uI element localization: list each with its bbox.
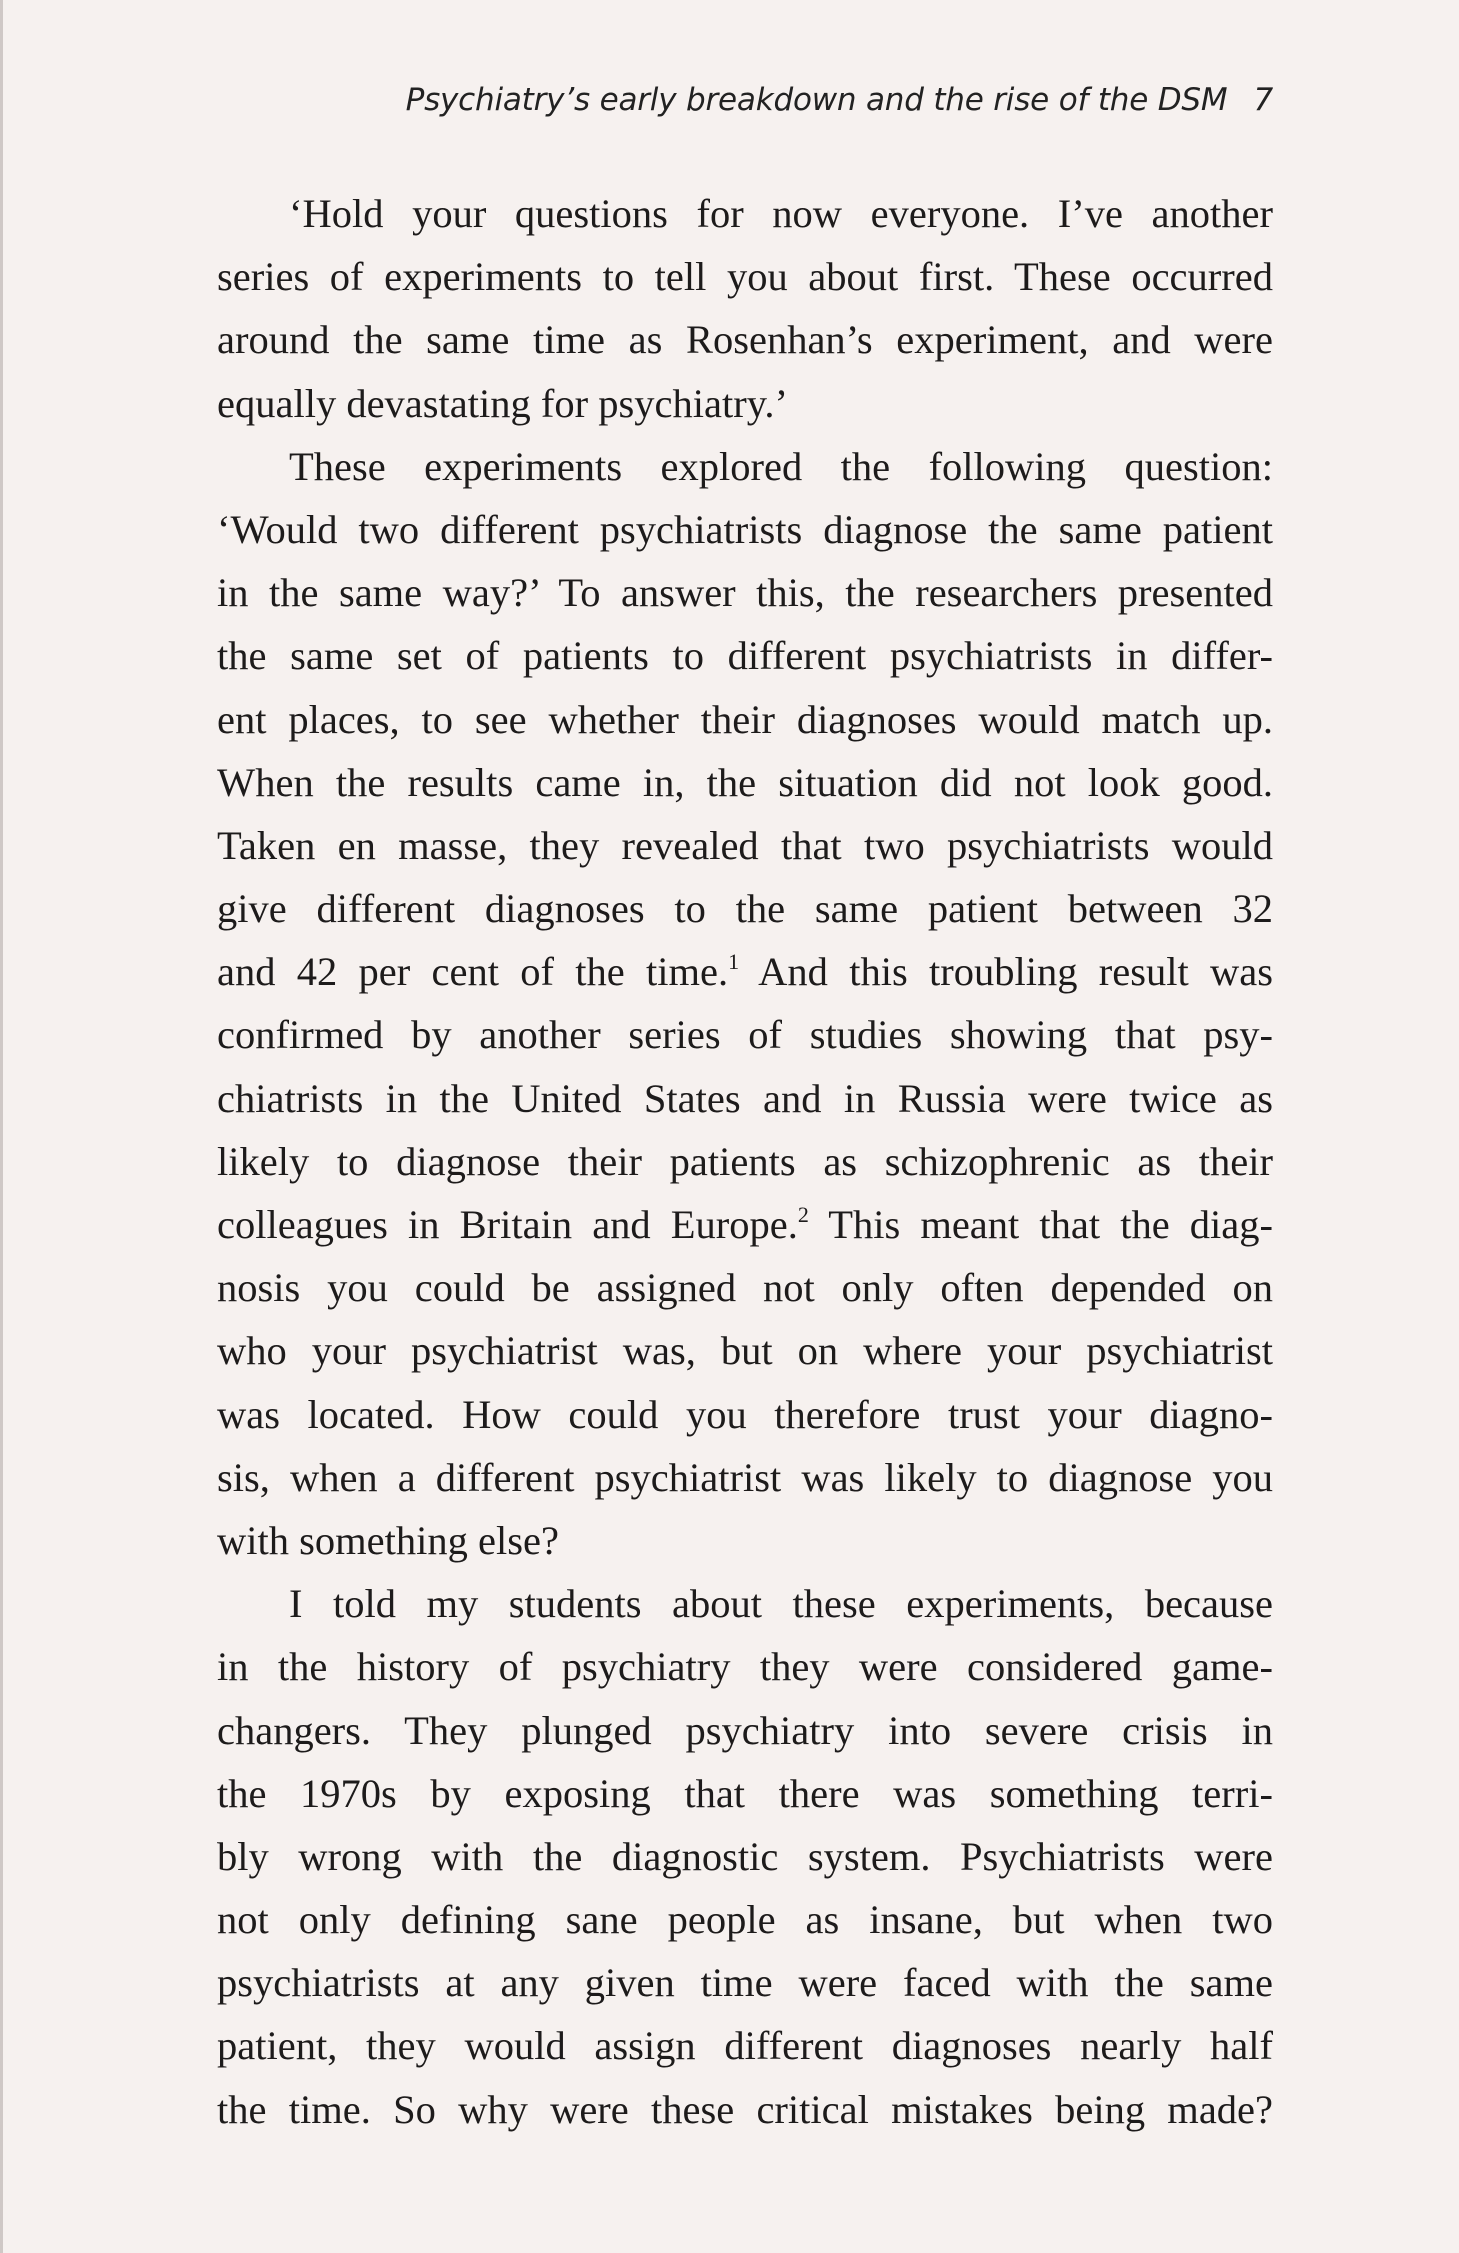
page-number: 7 (1253, 82, 1273, 118)
text-line: confirmed by another series of studies showing that psy- (217, 1012, 1273, 1058)
text-line: the 1970s by exposing that there was something terri- (217, 1770, 1273, 1816)
text-line: chiatrists in the United States and in Russia were twice as (217, 1075, 1273, 1121)
footnote-marker[interactable]: 2 (797, 1202, 809, 1227)
text-line: I told my students about these experiments, because (289, 1581, 1273, 1627)
text-segment: colleagues in Britain and Europe. (217, 1202, 798, 1247)
text-line: with something else? (217, 1517, 559, 1563)
text-line: patient, they would assign different diagnoses nearly half (217, 2023, 1273, 2069)
running-title: Psychiatry’s early breakdown and the rise of the DSM (405, 82, 1228, 118)
page-edge (0, 0, 3, 2253)
text-line: ‘Would two different psychiatrists diagnose the same patient (217, 506, 1273, 552)
text-line: ent places, to see whether their diagnoses would match up. (217, 696, 1273, 742)
text-line: series of experiments to tell you about first. These occurred (217, 254, 1273, 300)
text-line-with-footnote (217, 1193, 1273, 1256)
text-segment: And this troubling result was (739, 949, 1273, 995)
text-line: in the same way?’ To answer this, the researchers presented (217, 570, 1273, 616)
text-line: changers. They plunged psychiatry into severe crisis in (217, 1707, 1273, 1753)
body-text (217, 182, 1273, 2141)
text-line: give different diagnoses to the same patient between 32 (217, 886, 1273, 932)
text-line: nosis you could be assigned not only often depended on (217, 1265, 1273, 1311)
text-segment: This meant that the diag- (808, 1202, 1273, 1247)
text-line: not only defining sane people as insane, but when two (217, 1897, 1273, 1943)
text-line: These experiments explored the following question: (289, 443, 1273, 489)
text-line: psychiatrists at any given time were faced with the same (217, 1960, 1273, 2006)
running-head (217, 82, 1273, 118)
text-line: around the same time as Rosenhan’s experiment, and were (217, 317, 1273, 363)
text-line-with-footnote (217, 940, 1273, 1003)
text-line: equally devastating for psychiatry.’ (217, 380, 788, 426)
text-line: the same set of patients to different psychiatrists in differ- (217, 633, 1273, 679)
text-line: in the history of psychiatry they were considered game- (217, 1644, 1273, 1690)
text-line: likely to diagnose their patients as schizophrenic as their (217, 1138, 1273, 1184)
text-line: ‘Hold your questions for now everyone. I’ve another (289, 191, 1273, 236)
text-line: sis, when a different psychiatrist was likely to diagnose you (217, 1454, 1273, 1500)
footnote-marker[interactable]: 1 (728, 949, 740, 975)
text-line: was located. How could you therefore trust your diagno- (217, 1391, 1273, 1437)
text-line: When the results came in, the situation did not look good. (217, 759, 1273, 805)
text-line: the time. So why were these critical mistakes being made? (217, 2086, 1273, 2132)
text-line: who your psychiatrist was, but on where your psychiatrist (217, 1328, 1273, 1374)
text-line: Taken en masse, they revealed that two psychiatrists would (217, 822, 1273, 868)
text-segment: and 42 per cent of the time. (217, 949, 729, 995)
text-line: bly wrong with the diagnostic system. Psychiatrists were (217, 1833, 1273, 1879)
